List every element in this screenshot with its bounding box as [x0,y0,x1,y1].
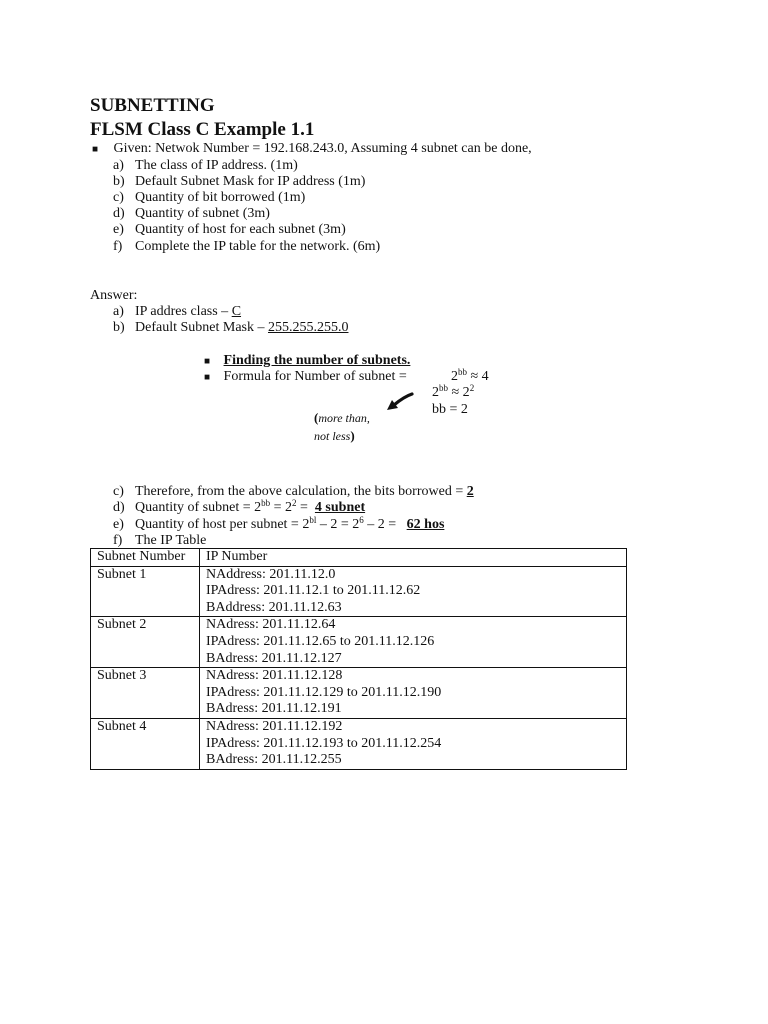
answer-label: Answer: [90,288,138,303]
ip-cell [200,566,627,617]
ip-line: BAdress: 201.11.12.127 [206,650,342,666]
note-open: ( [314,410,319,425]
formula-line-3: bb = 2 [432,402,468,417]
ip-line: NAdress: 201.11.12.128 [206,668,343,684]
table-row [91,617,627,668]
minus: – 2 = [316,517,353,532]
ip-line: IPAdress: 201.11.12.193 to 201.11.12.254 [206,735,442,751]
answer-text: IP addres class – [135,304,232,319]
note-close: ) [350,428,355,443]
table-header-cell: IP Number [200,549,627,567]
answer-letter: b) [113,320,125,335]
ip-table [90,548,627,770]
ip-line: NAddress: 201.11.12.0 [206,566,336,582]
finding-heading-text: Finding the number of subnets. [223,353,411,368]
ip-line: NAdress: 201.11.12.64 [206,617,336,633]
ip-line: BAdress: 201.11.12.191 [206,701,342,717]
table-row [91,718,627,769]
question-b [113,174,365,190]
answer-text: Quantity of subnet = [135,500,255,515]
question-text: Default Subnet Mask for IP address (1m) [135,174,366,189]
question-letter: b) [113,174,125,189]
given-line [92,141,532,158]
subnet-cell: Subnet 2 [91,617,200,668]
page-subtitle: FLSM Class C Example 1.1 [90,119,315,140]
ip-cell [200,718,627,769]
table-row [91,566,627,617]
answer-f [113,533,206,549]
ip-line: IPAdress: 201.11.12.129 to 201.11.12.190 [206,684,442,700]
question-text: Quantity of host for each subnet (3m) [135,222,346,237]
question-text: Quantity of bit borrowed (1m) [135,190,306,205]
answer-text: Therefore, from the above calculation, the bits borrowed = [135,484,467,499]
bullet-icon: ■ [204,372,211,383]
table-row [91,668,627,719]
answer-d [113,500,365,516]
ip-line: BAddress: 201.11.12.63 [206,599,342,615]
subnet-cell: Subnet 3 [91,668,200,719]
formula-exp-2: 2 [469,383,475,393]
formula-approx: ≈ 4 [470,369,489,384]
bullet-icon: ■ [92,144,99,155]
bullet-icon: ■ [204,356,211,367]
formula-base: 2 [432,385,439,400]
equals: = [296,500,312,515]
answer-letter: c) [113,484,124,499]
ip-line: IPAdress: 201.11.12.1 to 201.11.12.62 [206,583,421,599]
question-d [113,206,270,222]
table-header-cell: Subnet Number [91,549,200,567]
table-header-row [91,549,627,567]
question-text: The class of IP address. (1m) [135,158,298,173]
page-title: SUBNETTING [90,95,215,116]
ip-line: NAdress: 201.11.12.192 [206,718,343,734]
answer-letter: e) [113,517,124,532]
subnet-cell: Subnet 1 [91,566,200,617]
question-e [113,222,346,238]
finding-heading [204,353,410,370]
formula-base: 2 [285,500,293,515]
formula-line [204,369,407,386]
note [314,409,370,445]
subnet-cell: Subnet 4 [91,718,200,769]
formula-label: Formula for Number of subnet = [223,369,407,384]
answer-text: The IP Table [135,533,207,548]
question-a [113,158,298,174]
note-line-2: not less [314,429,351,443]
answer-value: C [231,304,242,319]
formula-exp: bl [309,515,317,525]
answer-e [113,517,444,533]
ip-line: BAdress: 201.11.12.255 [206,752,342,768]
answer-text: Default Subnet Mask – [135,320,268,335]
equals: = [270,500,286,515]
formula-exp: bb [458,367,467,377]
question-text: Quantity of subnet (3m) [135,206,270,221]
given-text: Given: Netwok Number = 192.168.243.0, Assuming 4 subnet can be done, [113,141,532,156]
question-letter: a) [113,158,124,173]
formula-base: 2 [451,369,458,384]
answer-value: 255.255.255.0 [267,320,349,335]
note-line-1: more than, [318,411,370,425]
answer-value: 2 [466,484,474,499]
formula-base: 2 [352,517,360,532]
answer-letter: a) [113,304,124,319]
answer-value: 4 subnet [314,500,366,515]
formula-exp: bb [261,498,271,508]
question-text: Complete the IP table for the network. (6m) [135,239,381,254]
question-f [113,239,380,255]
question-letter: d) [113,206,125,221]
answer-letter: f) [113,533,123,548]
formula-exp-2: 6 [359,515,364,525]
formula-base: 2 [254,500,262,515]
formula-line-2 [432,385,474,401]
ip-cell [200,617,627,668]
question-letter: e) [113,222,124,237]
formula-base: 2 [302,517,310,532]
question-c [113,190,305,206]
answer-value: 62 hos [406,517,445,532]
formula-exp: bb [439,383,448,393]
question-letter: f) [113,239,123,254]
answer-letter: d) [113,500,125,515]
formula-exp-2: 2 [292,498,297,508]
arrow-icon [384,392,414,414]
ip-cell [200,668,627,719]
formula-approx: ≈ 2 [451,385,470,400]
answer-b [113,320,348,336]
ip-line: IPAdress: 201.11.12.65 to 201.11.12.126 [206,633,435,649]
answer-a [113,304,241,320]
minus: – 2 = [363,517,400,532]
question-letter: c) [113,190,124,205]
answer-text: Quantity of host per subnet = [135,517,303,532]
